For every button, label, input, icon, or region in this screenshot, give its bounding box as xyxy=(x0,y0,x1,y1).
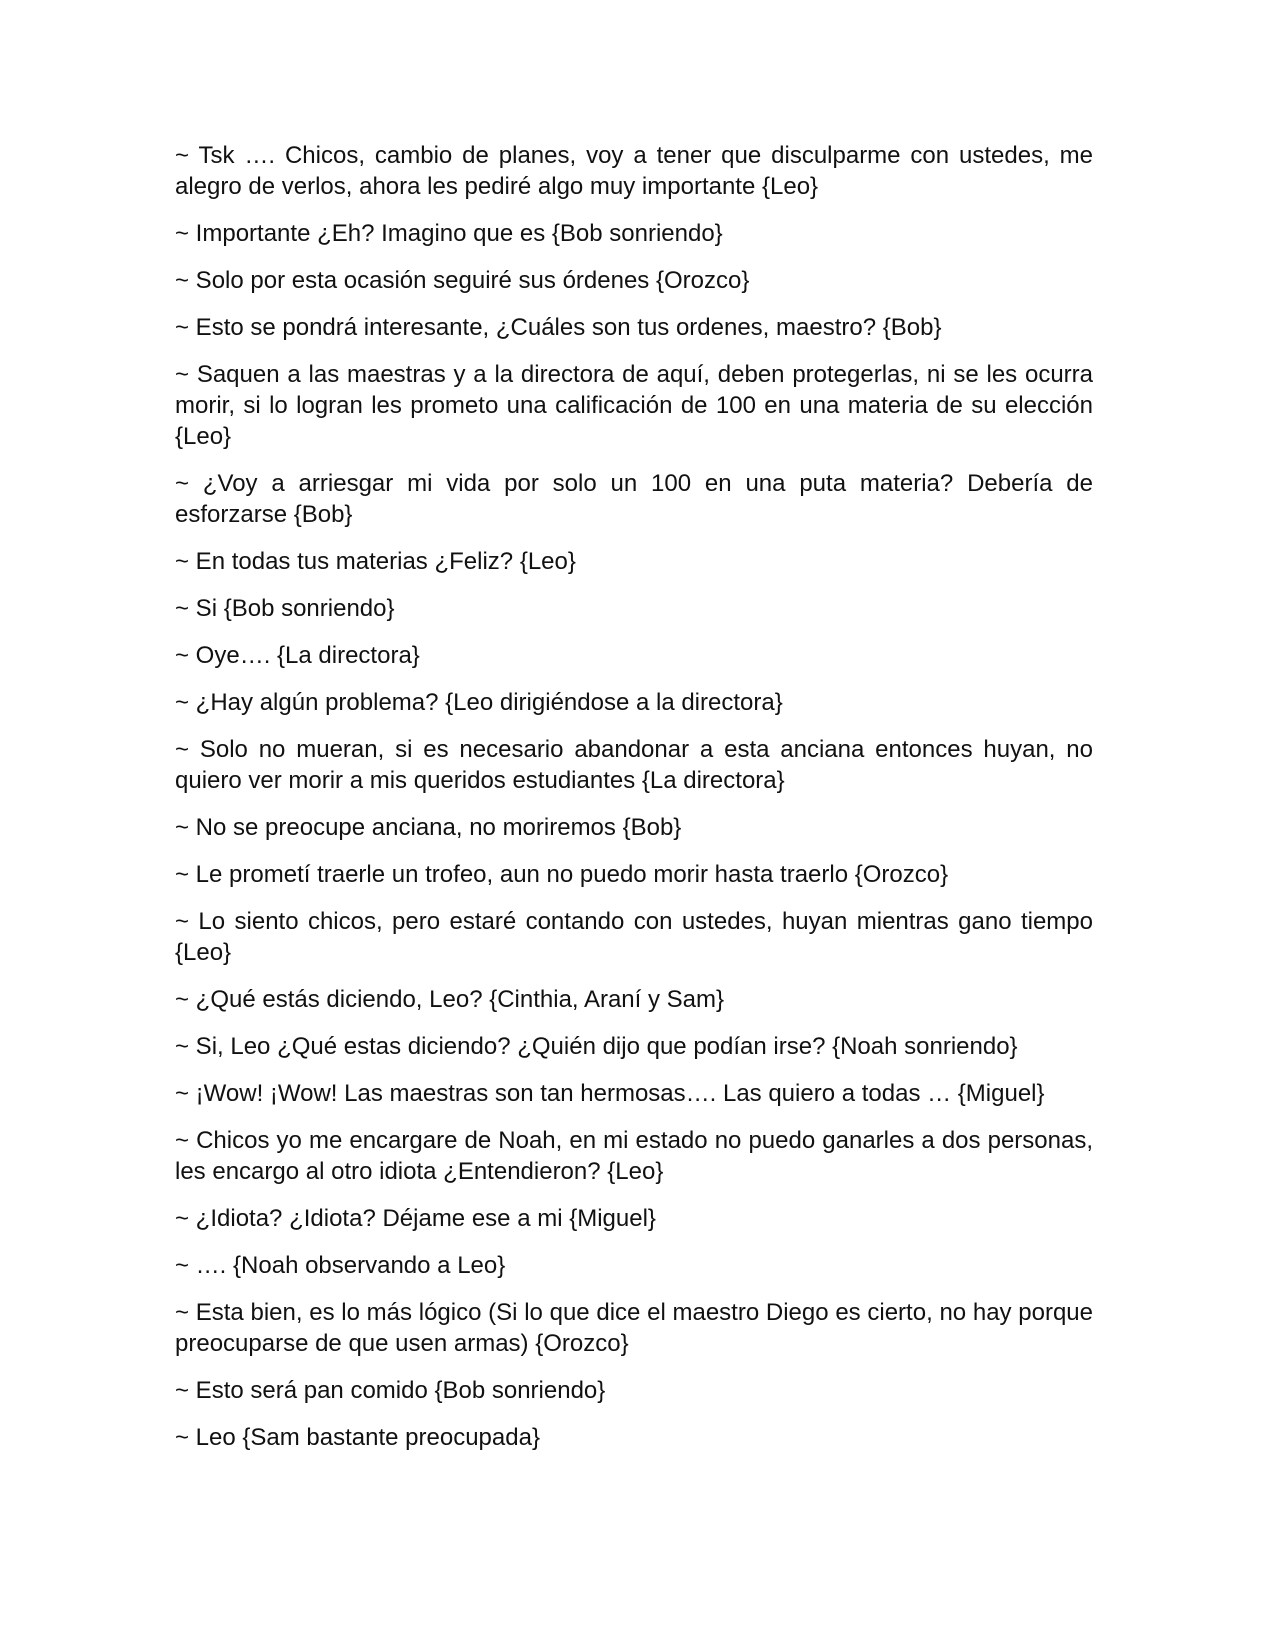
document-body xyxy=(175,140,1093,1469)
dialogue-line: ~ Si, Leo ¿Qué estas diciendo? ¿Quién dijo que podían irse? {Noah sonriendo} xyxy=(175,1033,1018,1060)
dialogue-line: ~ ¿Qué estás diciendo, Leo? {Cinthia, Araní y Sam} xyxy=(175,986,724,1013)
dialogue-line: ~ ¿Hay algún problema? {Leo dirigiéndose a la directora} xyxy=(175,689,783,716)
dialogue-line: ~ Esta bien, es lo más lógico (Si lo que dice el maestro Diego es cierto, no hay porque preocuparse de que usen armas) {Orozco} xyxy=(175,1299,1093,1357)
dialogue-line: ~ Solo no mueran, si es necesario abandonar a esta anciana entonces huyan, no quiero ver morir a mis queridos estudiantes {La directora} xyxy=(175,736,1093,794)
dialogue-line: ~ Leo {Sam bastante preocupada} xyxy=(175,1424,540,1451)
dialogue-line: ~ Si {Bob sonriendo} xyxy=(175,595,395,622)
dialogue-line: ~ Le prometí traerle un trofeo, aun no puedo morir hasta traerlo {Orozco} xyxy=(175,861,949,888)
dialogue-line: ~ Importante ¿Eh? Imagino que es {Bob sonriendo} xyxy=(175,220,723,247)
dialogue-line: ~ …. {Noah observando a Leo} xyxy=(175,1252,506,1279)
dialogue-line: ~ ¡Wow! ¡Wow! Las maestras son tan hermosas…. Las quiero a todas … {Miguel} xyxy=(175,1080,1045,1107)
dialogue-line: ~ Oye…. {La directora} xyxy=(175,642,420,669)
dialogue-line: ~ Esto será pan comido {Bob sonriendo} xyxy=(175,1377,606,1404)
dialogue-line: ~ Lo siento chicos, pero estaré contando con ustedes, huyan mientras gano tiempo {Leo} xyxy=(175,908,1093,966)
dialogue-line: ~ ¿Voy a arriesgar mi vida por solo un 100 en una puta materia? Debería de esforzarse {Bob} xyxy=(175,470,1093,528)
dialogue-line: ~ ¿Idiota? ¿Idiota? Déjame ese a mi {Miguel} xyxy=(175,1205,656,1232)
dialogue-line: ~ Chicos yo me encargare de Noah, en mi estado no puedo ganarles a dos personas, les encargo al otro idiota ¿Entendieron? {Leo} xyxy=(175,1127,1093,1185)
dialogue-line: ~ No se preocupe anciana, no moriremos {Bob} xyxy=(175,814,682,841)
dialogue-line: ~ Saquen a las maestras y a la directora de aquí, deben protegerlas, ni se les ocurra morir, si lo logran les prometo una calificación de 100 en una materia de su elección {Leo} xyxy=(175,361,1093,450)
dialogue-line: ~ Tsk …. Chicos, cambio de planes, voy a tener que disculparme con ustedes, me alegro de verlos, ahora les pediré algo muy importante {Leo} xyxy=(175,142,1093,200)
dialogue-line: ~ En todas tus materias ¿Feliz? {Leo} xyxy=(175,548,576,575)
dialogue-line: ~ Solo por esta ocasión seguiré sus órdenes {Orozco} xyxy=(175,267,750,294)
dialogue-line: ~ Esto se pondrá interesante, ¿Cuáles son tus ordenes, maestro? {Bob} xyxy=(175,314,942,341)
